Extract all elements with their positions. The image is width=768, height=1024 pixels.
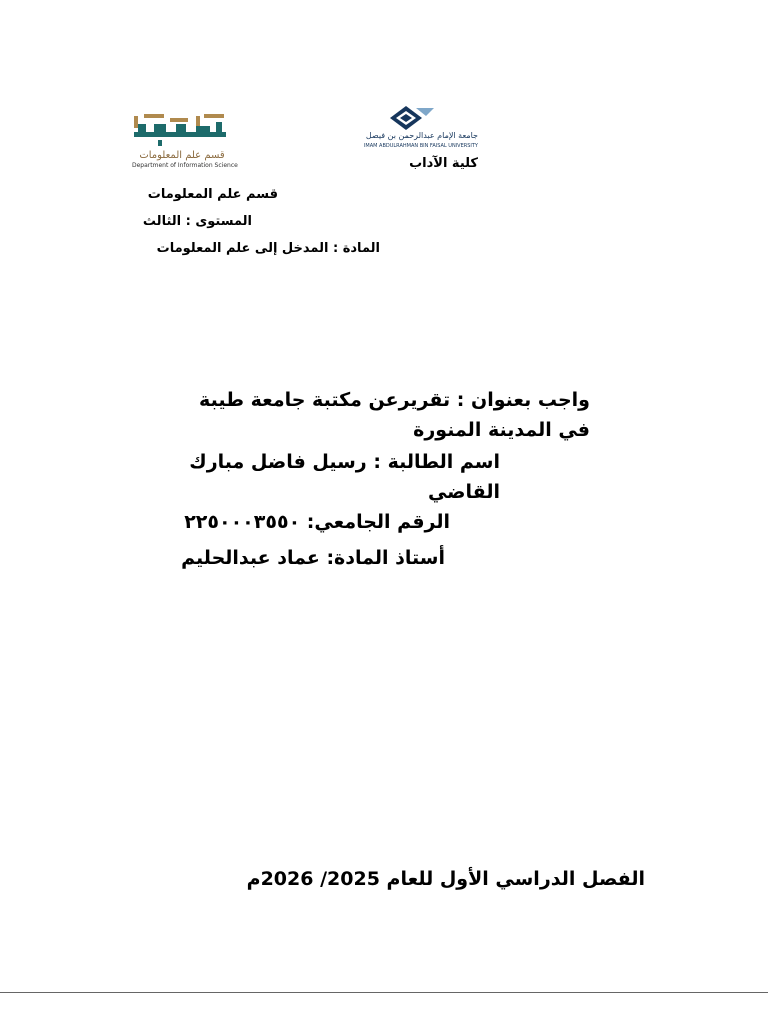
semester-line: الفصل الدراسي الأول للعام 2025/ 2026م: [246, 868, 645, 890]
assignment-title-line-1: واجب بعنوان : تقريرعن مكتبة جامعة طيبة: [199, 389, 590, 411]
college-name: كلية الآداب: [409, 156, 478, 171]
level-line: المستوى : الثالث: [142, 214, 252, 229]
page-divider: [0, 992, 768, 993]
university-logo: [344, 104, 480, 152]
course-line: المادة : المدخل إلى علم المعلومات: [156, 241, 380, 256]
student-name-line-1: اسم الطالبة : رسيل فاضل مبارك: [189, 451, 500, 473]
assignment-title-line-2: في المدينة المنورة: [413, 419, 590, 441]
assignment-title: [110, 385, 590, 445]
university-logo-mark: [344, 104, 480, 132]
student-name-line-2: القاضي: [427, 481, 500, 503]
professor-line: أستاذ المادة: عماد عبدالحليم: [181, 547, 445, 569]
department-logo: [124, 104, 236, 174]
department-logo-arabic-text: قسم علم المعلومات: [139, 150, 225, 161]
department-name: قسم علم المعلومات: [147, 187, 278, 202]
department-logo-english-text: Department of Information Science: [132, 162, 238, 169]
university-logo-arabic-text: جامعة الإمام عبدالرحمن بن فيصل: [365, 131, 478, 140]
department-logo-mark: [124, 104, 236, 150]
university-logo-english-text: IMAM ABDULRAHMAN BIN FAISAL UNIVERSITY: [363, 143, 478, 149]
student-name: [110, 447, 500, 507]
student-id-line: الرقم الجامعي: ٢٢٥٠٠٠٣٥٥٠: [184, 511, 450, 533]
